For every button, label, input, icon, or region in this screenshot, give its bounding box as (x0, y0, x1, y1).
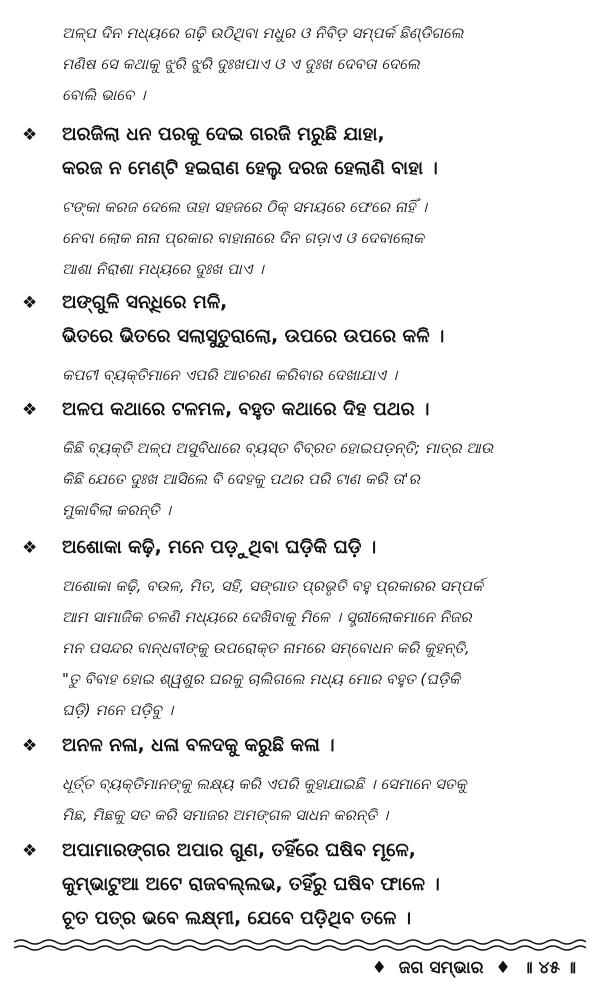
intro-line: ଅଳ୍ପ ଦିନ ମଧ୍ୟରେ ଗଢ଼ି ଉଠିଥିବା ମଧୁର ଓ ନିବିଡ଼ ସମ୍ପର୍କ ଛିଣ୍ଡିଗଲେ (62, 24, 464, 42)
page-number: ॥ ୪୫ ॥ (522, 958, 576, 978)
proverb-entry (0, 834, 600, 936)
proverb-meaning: ଟଙ୍କା କରଜ ଦେଲେ ତାହା ସହଜରେ ଠିକ୍ ସମୟରେ ଫେରେ ନାହିଁ । ନେବା ଲୋକ ନାନା ପ୍ରକାର ବାହାନାରେ ଦିନ ଗଡ଼ାଏ ଓ ଦେବାଲୋକ ଆଶା ନିରାଶା ମଧ୍ୟରେ ଦୁଃଖ ପାଏ । (62, 198, 428, 278)
diamond-bullet-icon: ❖ (22, 125, 38, 145)
intro-line: ମଣିଷ ସେ କଥାକୁ ଝୁରି ଝୁରି ଦୁଃଖପାଏ ଓ ଏ ଦୁଃଖ ଦେବତା ଦେଲେ (62, 55, 420, 73)
diamond-right-icon: ♦ (495, 958, 511, 978)
intro-paragraph (62, 18, 582, 111)
proverb-meaning: କିଛି ବ୍ୟକ୍ତି ଅଳ୍ପ ଅସୁବିଧାରେ ବ୍ୟସ୍ତ ବିବ୍ରତ ହୋଇପଡ଼ନ୍ତି; ମାତ୍ର ଆଉ କିଛି ଯେତେ ଦୁଃଖ ଆସିଲେ ବି ଦେହକୁ ପଥର ପରି ଟାଣ କରି ତା'ର ମୁକାବିଲା କରନ୍ତି । (62, 439, 494, 519)
diamond-bullet-icon: ❖ (22, 538, 38, 558)
proverb-entry (0, 393, 600, 526)
page-footer (366, 958, 576, 978)
proverb-text: ଅଳପ କଥାରେ ଟଳମଳ, ବହୁତ କଥାରେ ଦିହ ପଥର । (62, 399, 430, 420)
proverb-entry (0, 286, 600, 391)
wavy-divider (14, 938, 586, 952)
intro-line: ବୋଲି ଭାବେ । (62, 86, 146, 104)
diamond-left-icon: ♦ (371, 958, 387, 978)
diamond-bullet-icon: ❖ (22, 841, 38, 861)
proverb-text: ଅପାମାରଙ୍ଗର ଅପାର ଗୁଣ, ତହିଁରେ ଘଷିବ ମୂଳେ, କୁମ୍ଭାଟୁଆ ଅଟେ ରାଜବଲ୍ଲଭ, ତହିଁରୁ ଘଷିବ ଫାଳେ । ଚୂତ ପତ୍ର ଭବେ ଲକ୍ଷ୍ମୀ, ଯେବେ ପଡ଼ିଥିବ ତଳେ । (62, 840, 440, 929)
diamond-bullet-icon: ❖ (22, 400, 38, 420)
proverb-meaning: ଅଶୋକା କଢ଼ି, ବଉଳ, ମିତ, ସହି, ସଙ୍ଗାତ ପ୍ରଭୃତି ବହୁ ପ୍ରକାରର ସମ୍ପର୍କ ଆମ ସାମାଜିକ ଚଳଣି ମଧ୍ୟରେ ଦେଖିବାକୁ ମିଳେ । ସ୍ତ୍ରୀଲୋକମାନେ ନିଜର ମନ ପସନ୍ଦର ବାନ୍ଧବୀଙ୍କୁ ଉପରୋକ୍ତ ନାମରେ ସମ୍ବୋଧନ କରି କୁହନ୍ତି, "ତୁ ବିବାହ ହୋଇ ଶ୍ୱଶୁର ଘରକୁ ଚାଲିଗଲେ ମଧ୍ୟ ମୋର ବହୁତ (ଘଡ଼ିକି ଘଡ଼ି) ମନେ ପଡ଼ିବୁ । (62, 577, 483, 719)
proverb-text: ଅଙ୍ଗୁଳି ସନ୍ଧିରେ ମଳି, ଭିତରେ ଭିତରେ ସଲାସୁତୁରାଲୋ, ଉପରେ ଉପରେ କଳି । (62, 292, 445, 347)
diamond-bullet-icon: ❖ (22, 293, 38, 313)
proverb-entry (0, 531, 600, 726)
book-title: ଜଗ ସମ୍ଭାର (398, 958, 484, 978)
proverb-text: ଅନଳ ନଳା, ଧଳା ବଳଦକୁ କରୁଛି କଳା । (62, 735, 335, 756)
proverb-meaning: ଧୂର୍ତ୍ତ ବ୍ୟକ୍ତିମାନଙ୍କୁ ଲକ୍ଷ୍ୟ କରି ଏପରି କୁହାଯାଇଛି । ସେମାନେ ସତକୁ ମିଛ, ମିଛକୁ ସତ କରି ସମାଜର ଅମଙ୍ଗଳ ସାଧନ କରନ୍ତି । (62, 775, 467, 824)
proverb-meaning: କପଟୀ ବ୍ୟକ୍ତିମାନେ ଏପରି ଆଚରଣ କରିବାର ଦେଖାଯାଏ । (62, 366, 398, 384)
proverb-text: ଅଶୋକା କଢ଼ି, ମନେ ପଡ଼ୁଥିବା ଘଡ଼ିକି ଘଡ଼ି । (62, 537, 377, 558)
proverb-text: ଅରଜିଲା ଧନ ପରକୁ ଦେଇ ଗରଜି ମରୁଛି ଯାହା, କରଜ ନ ମେଣ୍ଟି ହଇରାଣ ହେଲୁ ଦରଜ ହେଲାଣି ବାହା । (62, 124, 438, 179)
proverb-entry (0, 729, 600, 831)
proverb-entry (0, 118, 600, 285)
diamond-bullet-icon: ❖ (22, 736, 38, 756)
